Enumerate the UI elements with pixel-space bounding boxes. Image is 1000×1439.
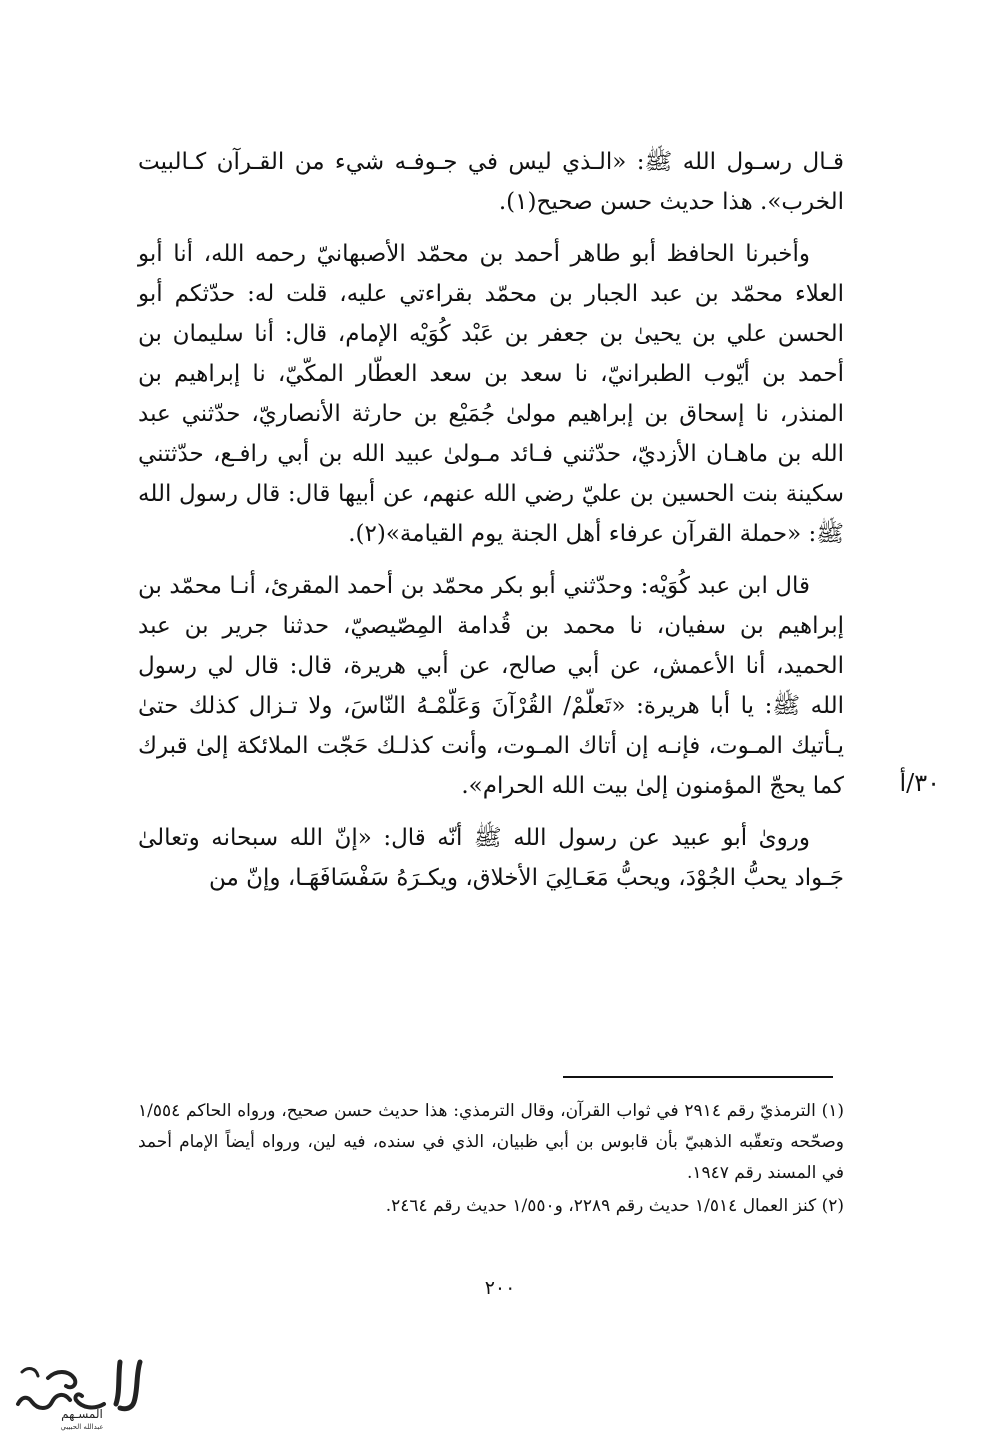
manuscript-folio-marker: ٣٠/أ [899,769,940,797]
footnote-1: (١) الترمذيّ رقم ٢٩١٤ في ثواب القرآن، وقال الترمذي: هذا حديث حسن صحيح، ورواه الحاكم ١/٥٥٤ وصحّحه وتعقّبه الذهبيّ بأن قابوس بن أبي ظبيان، الذي في سنده، فيه لين، ورواه أيضاً الإمام أحمد في المسند رقم ١٩٤٧. [138,1101,844,1183]
logo-text: المسـهم [61,1407,103,1421]
footnote-2: (٢) كنز العمال ١/٥١٤ حديث رقم ٢٢٨٩، و١/٥٥٠ حديث رقم ٢٤٦٤. [385,1196,844,1216]
paragraph-3: قال ابن عبد كُوَيْه: وحدّثني أبو بكر محمّد بن أحمد المقرئ، أنـا محمّد بن إبراهيم بن سفيان، نا محمد بن قُدامة المِصّيصيّ، حدثنا جرير بن عبد الحميد، أنا الأعمش، عن أبي صالح، عن أبي هريرة، قال: قال لي رسول الله ﷺ: يا أبا هريرة: «تَعلّمْ/ القُرْآنَ وَعَلّمْـهُ النّاسَ، ولا تـزال كذلك حتىٰ يـأتيك المـوت، فإنـه إن أتاك المـوت، وأنت كذلـك حَجّت الملائكة إلىٰ قبرك كما يحجّ المؤمنون إلىٰ بيت الله الحرام». [138,573,844,799]
main-text-block [138,142,844,910]
footnotes-block [138,1096,844,1224]
logo-subtext: عبدالله الحبيبي [60,1423,104,1431]
footnote-divider [563,1076,833,1078]
calligraphy-logo [8,1352,154,1432]
paragraph-4: وروىٰ أبو عبيد عن رسول الله ﷺ أنّه قال: «إنّ الله سبحانه وتعالىٰ جَـواد يحبُّ الجُوْدَ، ويحبُّ مَعَـالِيَ الأخلاق، ويكـرَهُ سَفْسَافَهَـا، وإنّ من [138,825,844,891]
page-number: ٢٠٠ [484,1277,516,1299]
paragraph-1: قـال رسـول الله ﷺ: «الـذي ليس في جـوفـه شيء من القـرآن كـالبيت الخرب». هذا حديث حسن صحيح(١). [138,149,844,215]
paragraph-2: وأخبرنا الحافظ أبو طاهر أحمد بن محمّد الأصبهانيّ رحمه الله، أنا أبو العلاء محمّد بن عبد الجبار بن محمّد بقراءتي عليه، قلت له: حدّثكم أبو الحسن علي بن يحيىٰ بن جعفر بن عَبْد كُوَيْه الإمام، قال: أنا سليمان بن أحمد بن أيّوب الطبرانيّ، نا سعد بن سعد العطّار المكّيّ، نا إبراهيم بن المنذر، نا إسحاق بن إبراهيم مولىٰ جُمَيْع بن حارثة الأنصاريّ، حدّثني عبد الله بن ماهـان الأزديّ، حدّثني فـائد مـولىٰ عبيد الله بن أبي رافـع، حدّثتني سكينة بنت الحسين بن عليّ رضي الله عنهم، عن أبيها قال: قال رسول الله ﷺ: «حملة القرآن عرفاء أهل الجنة يوم القيامة»(٢). [138,241,844,547]
